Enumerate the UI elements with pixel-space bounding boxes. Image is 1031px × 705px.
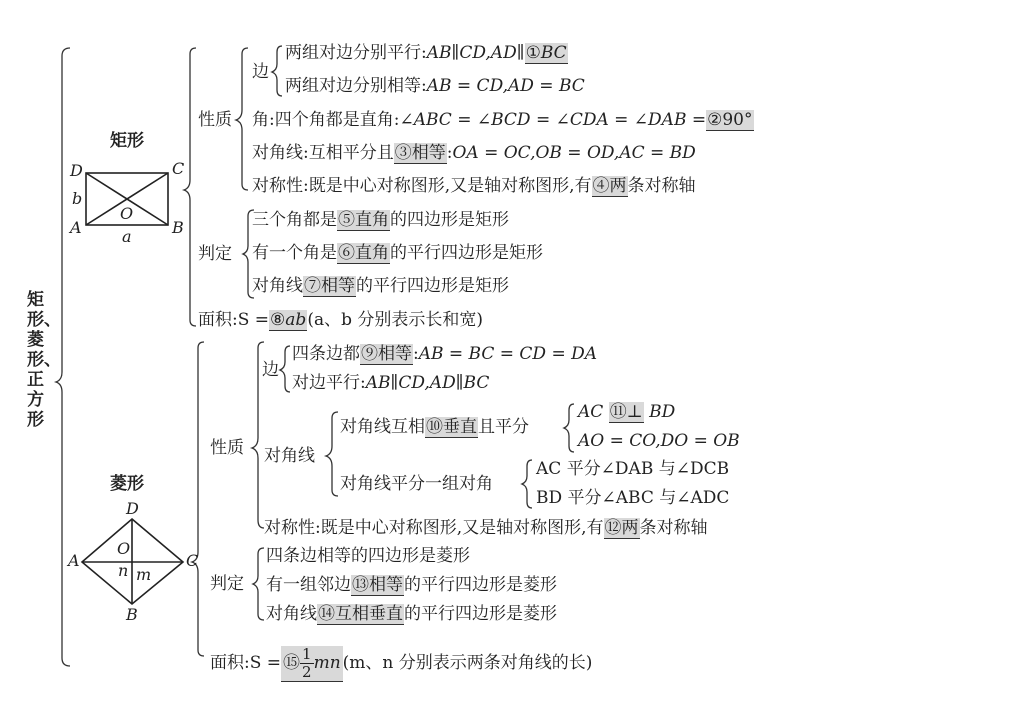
rect-area: 面积:S =⑧ab(a、b 分别表示长和宽) [198,310,483,330]
rect-title: 矩形 [110,131,144,151]
rect-side-b: b [72,189,83,208]
answer-1: ①BC [525,43,567,63]
rect-side-2-math: AB = CD,AD = BC [426,76,585,96]
answer-9: ⑨相等 [361,344,412,364]
rect-sym-pre: 对称性:既是中心对称图形,又是轴对称图形,有 [252,176,592,196]
rhombus-diag-1: 对角线互相⑩垂直且平分 [340,417,529,437]
rect-judge-label: 判定 [198,244,232,264]
root-label: 矩形、菱形、正方形 [27,290,61,430]
answer-10: ⑩垂直 [426,417,477,437]
rect-side-1-pre: 两组对边分别平行: [285,43,427,63]
rhombus-vertex-C: C [186,551,199,570]
rect-diagonal: 对角线:互相平分且③相等:OA = OC,OB = OD,AC = BD [252,143,696,163]
rect-judge-3: 对角线⑦相等的平行四边形是矩形 [252,276,509,296]
fraction-one-half: $\frac{1}{2}$ [302,645,312,681]
rhombus-center-O: O [117,539,131,558]
rhombus-side-label: 边 [262,360,279,380]
rhombus-diag-1b: AO = CO,DO = OB [578,431,740,451]
rect-diag-math: OA = OC,OB = OD,AC = BD [452,143,696,163]
rhombus-diag-1a: AC ⑪⊥ BD [578,402,676,422]
rect-vertex-C: C [172,159,185,178]
answer-7: ⑦相等 [304,276,355,296]
rhombus-side-2: 对边平行:AB∥CD,AD∥BC [292,373,490,393]
rect-judge-1: 三个角都是⑤直角的四边形是矩形 [252,210,509,230]
answer-12: ⑫两 [604,518,639,538]
rhombus-diag-n: n [118,561,129,580]
rect-angle [252,110,754,130]
answer-13: ⑬相等 [352,575,403,595]
rect-judge-2: 有一个角是⑥直角的平行四边形是矩形 [252,243,543,263]
answer-6: ⑥直角 [338,243,389,263]
rhombus-props-label: 性质 [210,438,244,458]
rect-vertex-A: A [70,218,82,237]
rect-side-a: a [122,227,132,246]
rhombus-diag-2b: BD 平分∠ABC 与∠ADC [536,488,730,508]
rect-vertex-B: B [172,218,184,237]
rect-angle-math: ∠ABC = ∠BCD = ∠CDA = ∠DAB = [399,110,707,130]
rhombus-judge-1: 四条边相等的四边形是菱形 [266,546,470,566]
rect-props-label: 性质 [198,110,232,130]
answer-2: ②90° [707,110,753,130]
answer-5: ⑤直角 [338,210,389,230]
rect-symmetry: 对称性:既是中心对称图形,又是轴对称图形,有④两条对称轴 [252,176,696,196]
rhombus-title: 菱形 [110,474,144,494]
rhombus-vertex-B: B [126,605,138,624]
rhombus-diag-2: 对角线平分一组对角 [340,474,493,494]
answer-8: ⑧ab [270,310,307,330]
rhombus-vertex-A: A [68,551,80,570]
rect-vertex-D: D [70,161,83,180]
rhombus-diag-m: m [136,565,152,584]
rect-side-1 [285,43,568,63]
rhombus-diag-2a: AC 平分∠DAB 与∠DCB [536,459,730,479]
answer-14: ⑭互相垂直 [318,604,403,624]
answer-15: ⑮ $\frac{1}{2}$ mn [283,645,341,681]
rect-side-label: 边 [252,62,269,82]
rhombus-side-1: 四条边都⑨相等:AB = BC = CD = DA [292,344,598,364]
rect-side-2-pre: 两组对边分别相等: [285,76,427,96]
rect-diag-pre: 对角线:互相平分且 [252,143,394,163]
rect-center-O: O [120,204,134,223]
answer-11: ⑪⊥ [609,402,643,422]
rhombus-judge-label: 判定 [210,574,244,594]
rhombus-symmetry: 对称性:既是中心对称图形,又是轴对称图形,有⑫两条对称轴 [264,518,708,538]
rhombus-figure [82,519,183,604]
rhombus-judge-2: 有一组邻边⑬相等的平行四边形是菱形 [266,575,557,595]
rhombus-diag-label: 对角线 [264,446,315,466]
rhombus-area: 面积:S = ⑮ $\frac{1}{2}$ mn (m、n 分别表示两条对角线的长) [210,645,593,681]
rhombus-judge-3: 对角线⑭互相垂直的平行四边形是菱形 [266,604,557,624]
answer-4: ④两 [592,176,627,196]
rhombus-vertex-D: D [126,499,139,518]
answer-3: ③相等 [394,143,446,163]
rect-side-1-math: AB∥CD,AD∥ [426,43,525,63]
rect-side-2 [285,76,585,96]
rect-angle-pre: 角:四个角都是直角: [252,110,400,130]
